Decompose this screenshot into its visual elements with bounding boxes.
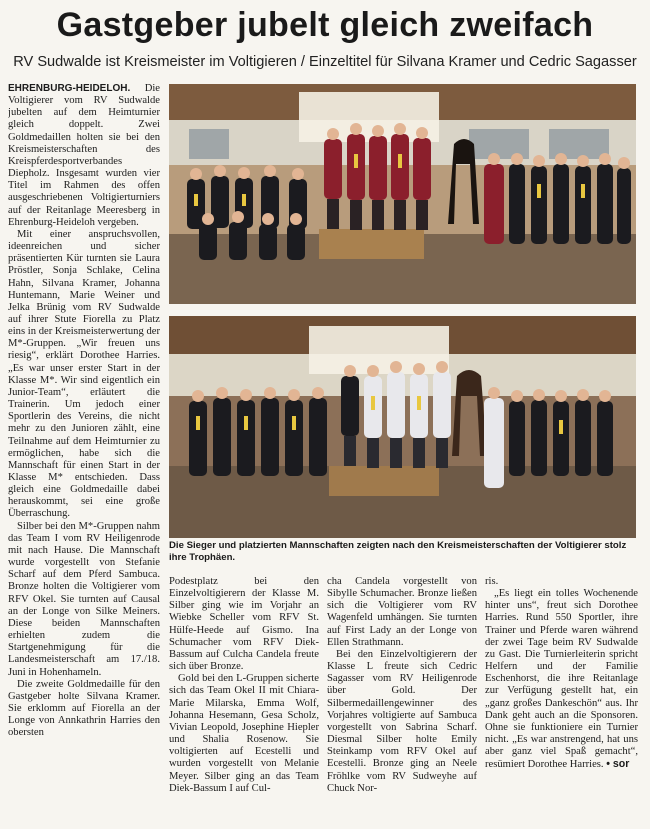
body-paragraph: Die zweite Goldmedaille für den Gastgeber holte Silvana Kramer. Sie erklomm auf Fiorella an der Longe von Annkathrin Harries den obersten (8, 678, 160, 739)
article-column-3 (327, 576, 477, 821)
article-column-4 (485, 576, 638, 821)
body-paragraph: „Es liegt ein tolles Wochenende hinter uns“, freut sich Dorothee Harries. Rund 550 Sportler, ihre Trainer und Pferde waren während der zwei Tage beim RV Sudwalde zu Gast. Die Turnierleiterin spricht Helfern und der Familie Eschenhorst, die ihre Reitanlage zur Verfügung gestellt hat, ein „ganz großes Dankeschön“ aus. Ihr Dank geht auch an die Sponsoren. Ohne sie funktioniere ein Turnier nicht. „Es war anstrengend, hat uns aber ganz viel Spaß gemacht“, resümiert Dorothee Harries. • sor (485, 588, 638, 771)
body-paragraph: Podestplatz bei den Einzelvoltigierern der Klasse M. Silber ging wie im Vorjahr an Wiebke Scheller vom RFV St. Hülfe-Heede auf Gismo. Ina Schumacher vom RFV Diek-Bassum auf Culcha Candela freute sich über Bronze. (169, 576, 319, 673)
article-column-2 (169, 576, 319, 821)
body-paragraph: Silber bei den M*-Gruppen nahm das Team I vom RV Heiligenrode mit nach Hause. Die Mannschaft wurde vorgestellt von Stefanie Scharf auf dem Pferd Sambuca. Bronze holten die Voltigierer vom RFV Okel. Sie turnten auf Causal an der Longe von Silke Meiners. Diese beiden Mannschaften erhielten zudem die Startgenehmigung für die Landesmeisterschaft am 17./18. Juni in Hohenhameln. (8, 520, 160, 678)
body-paragraph: Bei den Einzelvoltigierern der Klasse L freute sich Cedric Sagasser vom RV Heiligenrode über Gold. Der Silbermedaillengewinner des Vorjahres voltigierte auf Sambuca vorgestellt von Sabrina Scharf. Diesmal Silber holte Emily Steinkamp vom RFV Okel auf Ecestelli. Bronze ging an Neele Fröhlke vom RV Sudweyhe auf Chuck Nor- (327, 648, 477, 794)
subheadline: RV Sudwalde ist Kreismeister im Voltigieren / Einzeltitel für Silvana Kramer und Cedric Sagasser (13, 54, 637, 70)
body-paragraph: Mit einer anspruchsvollen, ideenreichen und sicher präsentierten Kür turnten sie Laura Pröstler, Sonja Schlake, Celina Hahn, Silvana Kramer, Johanna Huntemann, Marie Weiner und Jelka Brünig vom RV Sudwalde auf ihrer Stute Fiorella zu Platz eins in der Kreismeisterwertung der M*-Gruppen. „Wir freuen uns riesig“, erklärt Dorothee Harries. „Es war unser erster Start in der Klasse M*. Wir sind eigentlich ein Junior-Team“, erläutert die Trainerin. Um jedoch einer Sportlerin des Vereins, die nicht mehr zu den Junioren zählt, eine Teilnahme auf dem Heimturnier zu ermöglichen, habe sich die Mannschaft für einen Start in der Klasse M* entschieden. Dass gleich eine Goldmedaille dabei herauskommt, sei eine große Überraschung. (8, 228, 160, 520)
body-paragraph: Gold bei den L-Gruppen sicherte sich das Team Okel II mit Chiara-Marie Milarska, Emma Wolf, Johanna Hesemann, Gesa Scholz, Vivian Leopold, Josephine Hiepler und Shalia Rosenow. Sie voltigierten auf Ecestelli und wurden vorgestellt von Melanie Meyer. Silber ging an das Team Diek-Bassum I auf Cul- (169, 673, 319, 794)
lead-paragraph: EHRENBURG-HEIDELOH. Die Voltigierer vom RV Sudwalde jubelten auf dem Heimturnier gleich doppelt. Zwei Goldmedaillen holten sie bei den Kreismeisterschaften des Kreispferdesportverbandes Diepholz. Insgesamt wurden vier Titel im Rahmen des offen ausgeschriebenen Voltigierturniers auf der Reitanlage Meeresberg in Ehrenburg-Heideloh vergeben. (8, 83, 160, 228)
article-column-1 (8, 83, 160, 819)
team-photo-1 (169, 84, 636, 304)
body-paragraph: ris. (485, 576, 499, 587)
body-paragraph: cha Candela vorgestellt von Sibylle Schumacher. Bronze ließen sich die Voltigierer vom RV Wagenfeld umhängen. Sie turnten auf First Lady an der Longe von Ellen Strathmann. (327, 576, 477, 648)
dateline: EHRENBURG-HEIDELOH. (8, 83, 131, 94)
author-initials: • sor (606, 758, 630, 771)
team-photo-2 (169, 316, 636, 538)
headline: Gastgeber jubelt gleich zweifach (56, 6, 594, 44)
photo-caption: Die Sieger und platzierten Mannschaften zeigten nach den Kreismeisterschaften der Voltigierer stolz ihre Trophäen. (169, 540, 627, 563)
